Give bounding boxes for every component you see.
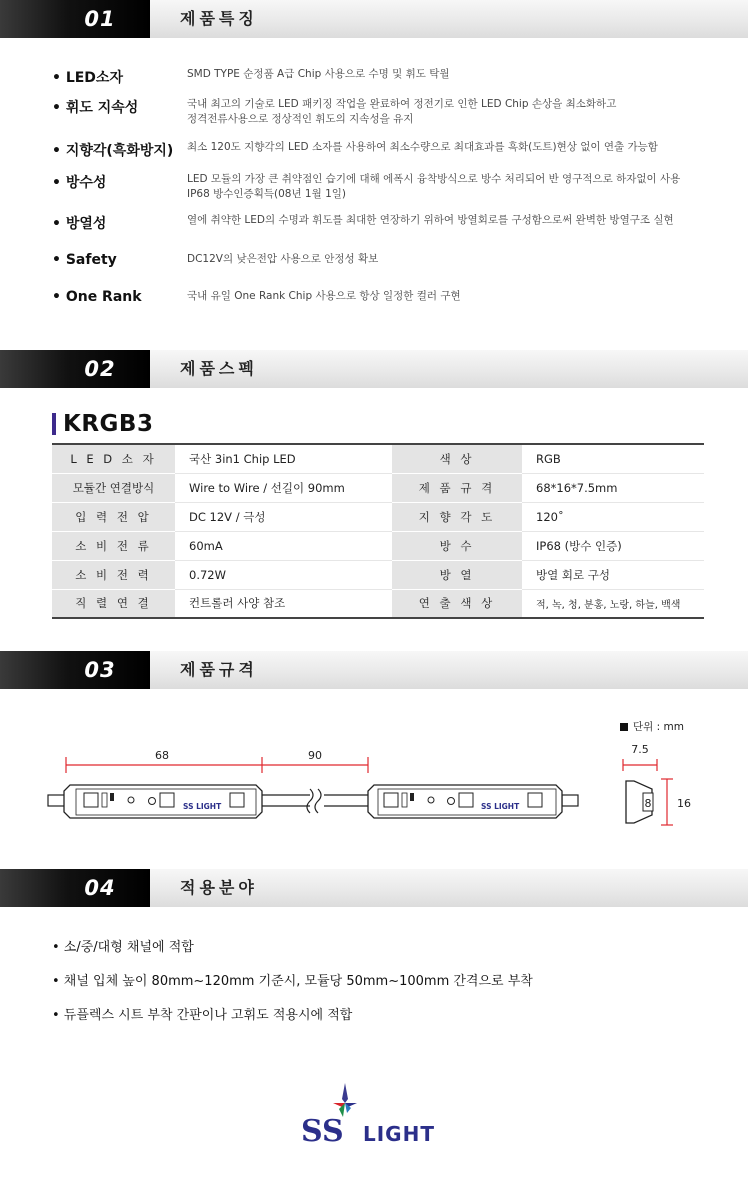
section-header-applications xyxy=(0,869,748,907)
unit-text: 단위 : mm xyxy=(633,721,684,733)
table-row xyxy=(52,444,704,473)
spec-label: 방 수 xyxy=(392,531,522,560)
application-item: • 소/중/대형 채널에 적합 xyxy=(52,940,194,955)
feature-desc: 최소 120도 지향각의 LED 소자를 사용하여 최소수량으로 최대효과를 흑화(도트)현상 없이 연출 가능함 xyxy=(187,141,658,153)
section-title: 제품특징 xyxy=(180,9,258,28)
section-header-features xyxy=(0,0,748,38)
spec-label: 모듈간 연결방식 xyxy=(52,473,175,502)
star-emblem-icon xyxy=(333,1083,357,1117)
feature-label: • 휘도 지속성 xyxy=(52,100,139,116)
dimension-line-module xyxy=(66,757,368,773)
spec-label: 방 열 xyxy=(392,560,522,589)
feature-label: • LED소자 xyxy=(52,70,123,86)
dim-depth: 7.5 xyxy=(631,743,649,756)
spec-label: 제 품 규 격 xyxy=(392,473,522,502)
spec-label: 연 출 색 상 xyxy=(392,589,522,618)
dim-len-wire: 90 xyxy=(308,749,322,762)
logo-light: LIGHT xyxy=(363,1122,435,1146)
table-row xyxy=(52,560,704,589)
spec-value: 68*16*7.5mm xyxy=(522,473,704,502)
section-number: 04 xyxy=(84,876,116,900)
feature-desc: 열에 취약한 LED의 수명과 휘도를 최대한 연장하기 위하여 방열회로를 구성함으로써 완벽한 방열구조 실현 xyxy=(187,214,674,226)
application-item: • 채널 입체 높이 80mm~120mm 기준시, 모듈당 50mm~100mm 간격으로 부착 xyxy=(52,974,533,989)
logo-ss: SS xyxy=(301,1114,344,1149)
spec-table xyxy=(52,443,704,619)
spec-value: RGB xyxy=(522,444,704,473)
table-row xyxy=(52,502,704,531)
spec-value: 120˚ xyxy=(522,502,704,531)
spec-value: IP68 (방수 인증) xyxy=(522,531,704,560)
led-module xyxy=(368,785,562,818)
model-accent-bar xyxy=(52,413,56,435)
spec-value: 0.72W xyxy=(175,560,392,589)
dim-len-module: 68 xyxy=(155,749,169,762)
spec-value: DC 12V / 극성 xyxy=(175,502,392,531)
section-title: 적용분야 xyxy=(180,878,258,897)
ss-light-logo xyxy=(299,1083,449,1153)
section-title: 제품스펙 xyxy=(180,359,258,378)
section-title: 제품규격 xyxy=(180,660,258,679)
spec-label: 지 향 각 도 xyxy=(392,502,522,531)
feature-desc: SMD TYPE 순정품 A급 Chip 사용으로 수명 및 휘도 탁월 xyxy=(187,68,450,80)
section-number: 02 xyxy=(84,357,116,381)
model-title xyxy=(52,410,153,438)
spec-value: 적, 녹, 청, 분홍, 노랑, 하늘, 백색 xyxy=(522,589,704,618)
table-row xyxy=(52,531,704,560)
feature-label: • Safety xyxy=(52,252,117,268)
feature-label: • 방수성 xyxy=(52,175,107,191)
feature-desc: 국내 유일 One Rank Chip 사용으로 항상 일정한 컬러 구현 xyxy=(187,290,461,302)
dim-inner: 8 xyxy=(644,797,652,810)
square-bullet-icon xyxy=(620,723,628,731)
pcb-brand: SS LIGHT xyxy=(183,802,222,811)
feature-desc: 국내 최고의 기술로 LED 패키징 작업을 완료하여 정전기로 인한 LED Chip 손상을 최소화하고 정격전류사용으로 정상적인 휘도의 지속성을 유지 xyxy=(187,98,617,125)
spec-label: 직 렬 연 결 xyxy=(52,589,175,618)
spec-value: 국산 3in1 Chip LED xyxy=(175,444,392,473)
led-module xyxy=(64,785,262,818)
feature-label: • 지향각(흑화방지) xyxy=(52,143,174,159)
section-number: 01 xyxy=(84,7,116,31)
spec-value: 컨트롤러 사양 참조 xyxy=(175,589,392,618)
spec-value: Wire to Wire / 선길이 90mm xyxy=(175,473,392,502)
application-item: • 듀플렉스 시트 부착 간판이나 고휘도 적용시에 적합 xyxy=(52,1008,353,1023)
spec-label: 소 비 전 력 xyxy=(52,560,175,589)
spec-value: 60mA xyxy=(175,531,392,560)
feature-label: • One Rank xyxy=(52,289,142,305)
spec-value: 방열 회로 구성 xyxy=(522,560,704,589)
spec-label: 소 비 전 류 xyxy=(52,531,175,560)
spec-label: 입 력 전 압 xyxy=(52,502,175,531)
dim-height: 16 xyxy=(677,797,691,810)
table-row xyxy=(52,473,704,502)
spec-label: L E D 소 자 xyxy=(52,444,175,473)
section-number: 03 xyxy=(84,658,116,682)
side-view xyxy=(623,743,691,825)
pcb-brand: SS LIGHT xyxy=(481,802,520,811)
section-header-dimensions xyxy=(0,651,748,689)
model-name: KRGB3 xyxy=(63,411,154,437)
table-row xyxy=(52,589,704,618)
feature-desc: DC12V의 낮은전압 사용으로 안정성 확보 xyxy=(187,253,379,265)
dimension-drawing xyxy=(0,735,748,845)
section-header-spec xyxy=(0,350,748,388)
unit-label xyxy=(620,719,684,734)
feature-desc: LED 모듈의 가장 큰 취약점인 습기에 대해 에폭시 융착방식으로 방수 처리되어 반 영구적으로 하자없이 사용 IP68 방수인증획득(08년 1월 1일) xyxy=(187,173,681,200)
spec-label: 색 상 xyxy=(392,444,522,473)
feature-label: • 방열성 xyxy=(52,216,107,232)
